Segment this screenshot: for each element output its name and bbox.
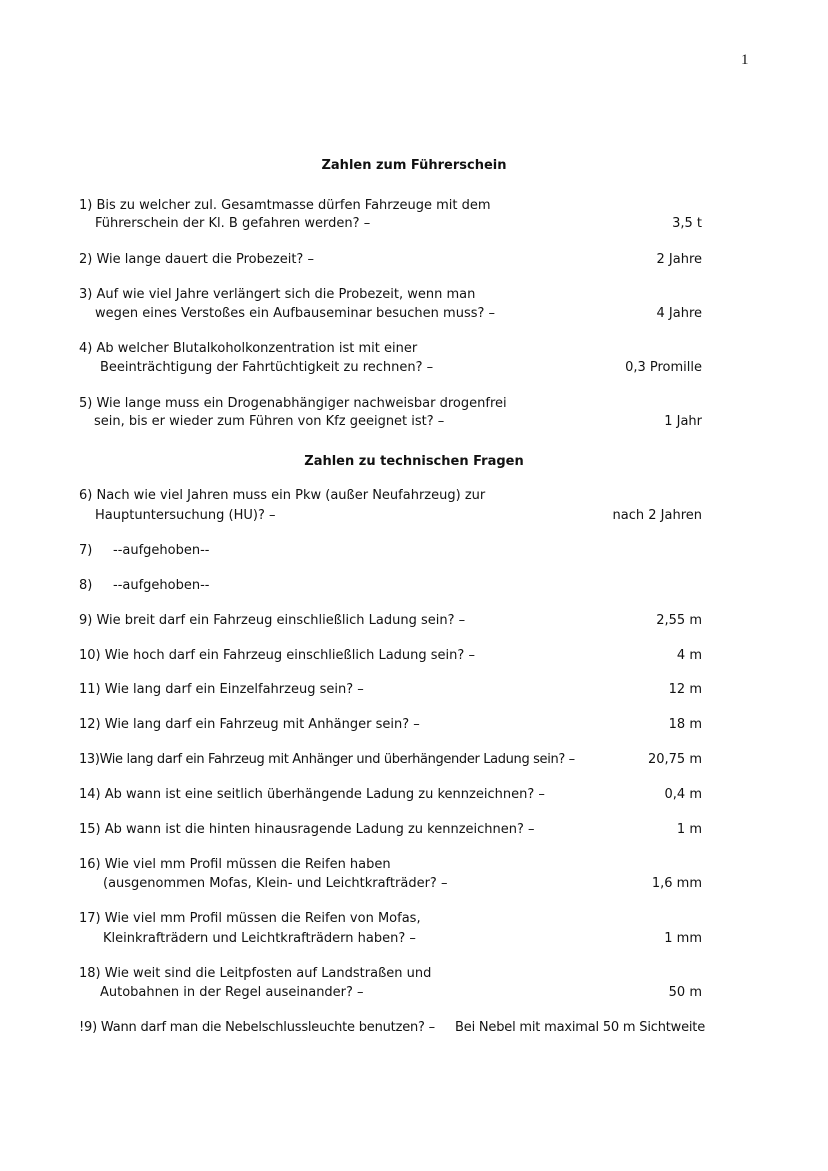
answer-value: 0,3 Promille — [625, 360, 702, 375]
answer-value: nach 2 Jahren — [612, 508, 702, 523]
question-number: 7) — [79, 543, 93, 558]
answer-value: 1 mm — [664, 931, 702, 946]
question-2 — [79, 252, 702, 270]
question-14 — [79, 787, 702, 805]
answer-value: 1,6 mm — [651, 876, 702, 891]
answer-value: 12 m — [668, 682, 702, 697]
question-text: 11) Wie lang darf ein Einzelfahrzeug sein? – — [79, 682, 364, 697]
answer-value: 20,75 m — [647, 752, 702, 767]
question-text: 4) Ab welcher Blutalkoholkonzentration ist mit einer — [79, 341, 418, 356]
question-text: --aufgehoben-- — [113, 543, 210, 558]
question-text-continued: Autobahnen in der Regel auseinander? – — [100, 985, 364, 1000]
section-heading-technik: Zahlen zu technischen Fragen — [304, 454, 524, 469]
question-13 — [79, 752, 702, 770]
question-text: 10) Wie hoch darf ein Fahrzeug einschließlich Ladung sein? – — [79, 648, 475, 663]
question-text: 6) Nach wie viel Jahren muss ein Pkw (außer Neufahrzeug) zur — [79, 488, 486, 503]
question-9 — [79, 613, 702, 631]
question-text: 5) Wie lange muss ein Drogenabhängiger nachweisbar drogenfrei — [79, 396, 507, 411]
question-19 — [79, 1020, 705, 1038]
question-text: 13)Wie lang darf ein Fahrzeug mit Anhänger und überhängender Ladung sein? – — [79, 752, 575, 767]
question-10 — [79, 648, 702, 666]
question-text-continued: Beeinträchtigung der Fahrtüchtigkeit zu rechnen? – — [100, 360, 434, 375]
question-8 — [79, 578, 702, 596]
answer-value: 3,5 t — [672, 216, 702, 231]
question-5 — [79, 396, 702, 432]
question-1 — [79, 198, 702, 234]
question-12 — [79, 717, 702, 735]
question-16 — [79, 857, 702, 893]
question-4 — [79, 341, 702, 377]
question-15 — [79, 822, 702, 840]
question-text-continued: Hauptuntersuchung (HU)? – — [95, 508, 276, 523]
question-number: 8) — [79, 578, 93, 593]
question-text: --aufgehoben-- — [113, 578, 210, 593]
question-text-continued: Führerschein der Kl. B gefahren werden? – — [95, 216, 371, 231]
question-18 — [79, 966, 702, 1002]
question-text: 16) Wie viel mm Profil müssen die Reifen haben — [79, 857, 391, 872]
page-number: 1 — [741, 52, 749, 68]
answer-value: 18 m — [668, 717, 702, 732]
answer-value: 50 m — [668, 985, 702, 1000]
answer-value: 4 Jahre — [656, 306, 702, 321]
answer-value: 2 Jahre — [656, 252, 702, 267]
question-text-continued: (ausgenommen Mofas, Klein- und Leichtkrafträder? – — [103, 876, 448, 891]
section-heading-fuehrerschein: Zahlen zum Führerschein — [321, 158, 507, 173]
question-text: 15) Ab wann ist die hinten hinausragende Ladung zu kennzeichnen? – — [79, 822, 535, 837]
question-17 — [79, 911, 702, 947]
question-text: 2) Wie lange dauert die Probezeit? – — [79, 252, 314, 267]
question-text: 12) Wie lang darf ein Fahrzeug mit Anhänger sein? – — [79, 717, 420, 732]
question-text: 9) Wie breit darf ein Fahrzeug einschließlich Ladung sein? – — [79, 613, 466, 628]
answer-value: 1 m — [676, 822, 702, 837]
answer-value: 1 Jahr — [664, 414, 702, 429]
question-text-continued: sein, bis er wieder zum Führen von Kfz geeignet ist? – — [94, 414, 445, 429]
answer-value: 2,55 m — [656, 613, 702, 628]
question-text: 1) Bis zu welcher zul. Gesamtmasse dürfen Fahrzeuge mit dem — [79, 198, 491, 213]
answer-value: 4 m — [676, 648, 702, 663]
question-3 — [79, 287, 702, 323]
question-6 — [79, 488, 702, 524]
question-text: 17) Wie viel mm Profil müssen die Reifen von Mofas, — [79, 911, 421, 926]
question-7 — [79, 543, 702, 561]
question-text: !9) Wann darf man die Nebelschlussleuchte benutzen? – — [79, 1020, 435, 1035]
question-text: 3) Auf wie viel Jahre verlängert sich die Probezeit, wenn man — [79, 287, 476, 302]
question-text-continued: wegen eines Verstoßes ein Aufbauseminar besuchen muss? – — [95, 306, 496, 321]
question-text: 14) Ab wann ist eine seitlich überhängende Ladung zu kennzeichnen? – — [79, 787, 545, 802]
question-text: 18) Wie weit sind die Leitpfosten auf Landstraßen und — [79, 966, 432, 981]
answer-value: 0,4 m — [664, 787, 702, 802]
question-text-continued: Kleinkrafträdern und Leichtkrafträdern haben? – — [103, 931, 416, 946]
question-11 — [79, 682, 702, 700]
answer-value: Bei Nebel mit maximal 50 m Sichtweite — [455, 1020, 705, 1035]
